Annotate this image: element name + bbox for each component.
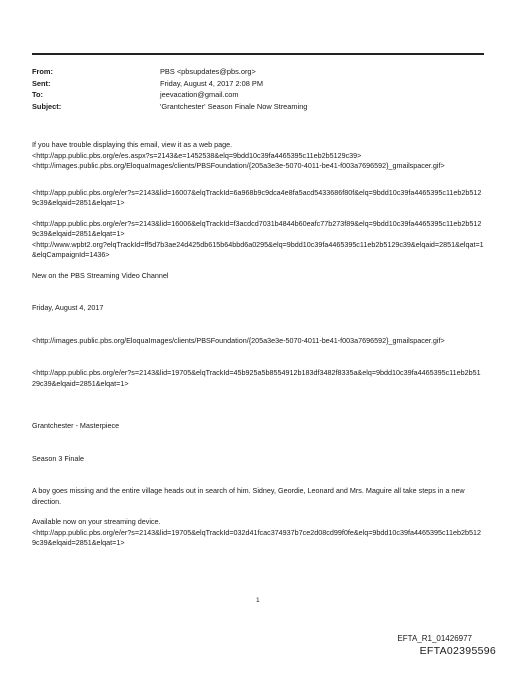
- to-label: To:: [32, 90, 43, 100]
- tracking-link-3: <http://www.wpbt2.org?elqTrackId=ff5d7b3ae24d425db615b64bbd6a0295&elq=9bdd10c39fa4465395c11eb2b5129c39&elqaid=2851&elqat=1&elqCampaignId=1436>: [32, 239, 484, 259]
- subject-label: Subject:: [32, 101, 62, 111]
- subject-row: [32, 101, 484, 113]
- episode-title: Season 3 Finale: [32, 453, 84, 463]
- spacer-image-link-2: <http://images.public.pbs.org/EloquaImages/clients/PBSFoundation/{205a3e3e-5070-4011-be41-f003a7696592}_gmailspacer.gif>: [32, 335, 445, 345]
- tracking-link-5: <http://app.public.pbs.org/e/er?s=2143&lid=19705&elqTrackId=032d41fcac374937b7ce2d08cd99f0fe&elq=9bdd10c39fa4465395c11eb2b5129c39&elqaid=2851&elqat=1>: [32, 527, 481, 547]
- show-title: Grantchester - Masterpiece: [32, 421, 120, 430]
- email-body: [32, 140, 484, 549]
- document-page: [32, 0, 484, 688]
- sent-row: [32, 78, 484, 90]
- availability-note: Available now on your streaming device.: [32, 517, 161, 526]
- reference-id-large: EFTA02395596: [419, 645, 496, 657]
- sent-value: Friday, August 4, 2017 2:08 PM: [160, 78, 263, 88]
- header-rule: [32, 53, 484, 55]
- tracking-link-1: <http://app.public.pbs.org/e/er?s=2143&lid=16007&elqTrackId=6a968b9c9dca4e8fa5acd5433686f80f&elq=9bdd10c39fa4465395c11eb2b5129c39&elqaid=2851&elqat=1>: [32, 187, 482, 207]
- from-label: From:: [32, 67, 53, 76]
- to-value: jeevacation@gmail.com: [160, 90, 239, 100]
- spacer-image-link: <http://images.public.pbs.org/EloquaImages/clients/PBSFoundation/{205a3e3e-5070-4011-be41-f003a7696592}_gmailspacer.gif>: [32, 161, 445, 170]
- sent-label: Sent:: [32, 78, 51, 88]
- web-view-notice: If you have trouble displaying this email, view it as a web page.: [32, 140, 233, 149]
- email-date: Friday, August 4, 2017: [32, 303, 104, 312]
- page-number: 1: [256, 597, 260, 604]
- episode-description: A boy goes missing and the entire village heads out in search of him. Sidney, Geordie, Leonard and Mrs. Maguire all take steps in a new direction.: [32, 486, 465, 506]
- from-row: [32, 66, 484, 78]
- email-header: [32, 66, 484, 112]
- section-heading: New on the PBS Streaming Video Channel: [32, 270, 169, 280]
- to-row: [32, 89, 484, 101]
- subject-value: 'Grantchester' Season Finale Now Streaming: [160, 101, 308, 111]
- reference-id-small: EFTA_R1_01426977: [397, 634, 472, 643]
- tracking-link-2: <http://app.public.pbs.org/e/er?s=2143&lid=16006&elqTrackId=f3acdcd7031b4844b60eafc77b273f89&elq=9bdd10c39fa4465395c11eb2b5129c39&elqaid=2851&elqat=1>: [32, 218, 482, 238]
- web-view-link: <http://app.public.pbs.org/e/es.aspx?s=2143&e=1452538&elq=9bdd10c39fa4465395c11eb2b5129c39>: [32, 150, 362, 160]
- from-value: PBS <pbsupdates@pbs.org>: [160, 67, 256, 76]
- tracking-link-4: <http://app.public.pbs.org/e/er?s=2143&lid=19705&elqTrackId=45b925a5b8554912b183df3482f8335a&elq=9bdd10c39fa4465395c11eb2b5129c39&elqaid=2851&elqat=1>: [32, 368, 481, 388]
